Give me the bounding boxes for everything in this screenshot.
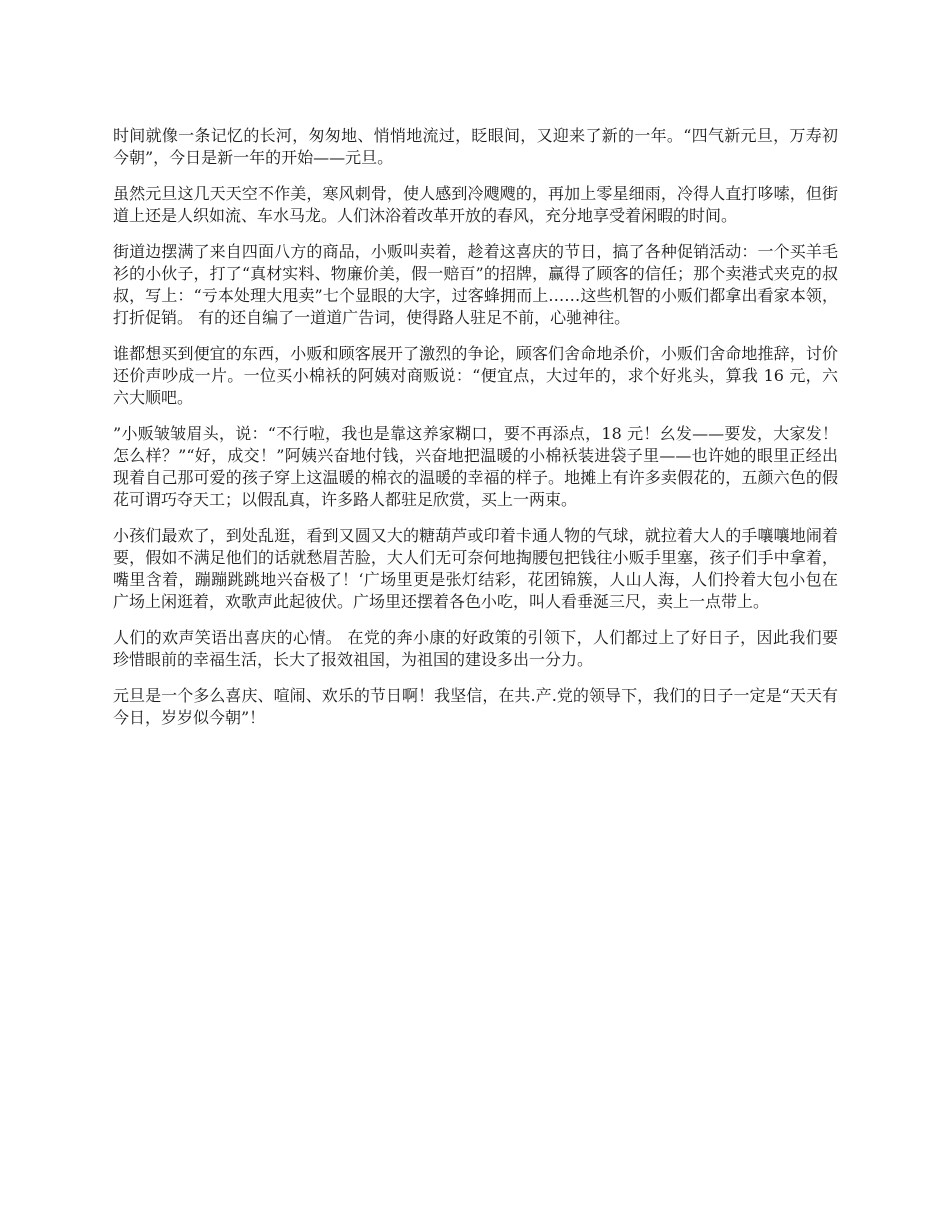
paragraph-6: 小孩们最欢了，到处乱逛，看到又圆又大的糖葫芦或印着卡通人物的气球，就拉着大人的手嚷嚷地闹着要，假如不满足他们的话就愁眉苦脸，大人们无可奈何地掏腰包把钱往小贩手里塞，孩子们手中拿着，嘴里含着，蹦蹦跳跳地兴奋极了！‘广场里更是张灯结彩，花团锦簇，人山人海，人们拎着大包小包在广场上闲逛着，欢歌声此起彼伏。广场里还摆着各色小吃，叫人看垂涎三尺，卖上一点带上。: [113, 526, 838, 611]
paragraph-2: 虽然元旦这几天天空不作美，寒风刺骨，使人感到冷飕飕的，再加上零星细雨，冷得人直打哆嗦，但街道上还是人织如流、车水马龙。人们沐浴着改革开放的春风，充分地享受着闲暇的时间。: [113, 184, 838, 225]
paragraph-1: 时间就像一条记忆的长河，匆匆地、悄悄地流过，眨眼间，又迎来了新的一年。“四气新元旦，万寿初今朝”，今日是新一年的开始——元旦。: [113, 126, 838, 167]
document-body: [113, 125, 838, 743]
paragraph-4: 谁都想买到便宜的东西，小贩和顾客展开了激烈的争论，顾客们舍命地杀价，小贩们舍命地推辞，讨价还价声吵成一片。一位买小棉袄的阿姨对商贩说：“便宜点，大过年的，求个好兆头，算我 16 元，六六大顺吧。: [113, 344, 838, 407]
paragraph-3: 街道边摆满了来自四面八方的商品，小贩叫卖着，趁着这喜庆的节日，搞了各种促销活动：一个买羊毛衫的小伙子，打了“真材实料、物廉价美，假一赔百”的招牌，赢得了顾客的信任；那个卖港式夹克的叔叔，写上：“亏本处理大甩卖”七个显眼的大字，过客蜂拥而上……这些机智的小贩们都拿出看家本领，打折促销。 有的还自编了一道道广告词，使得路人驻足不前，心驰神往。: [113, 242, 838, 327]
paragraph-7: 人们的欢声笑语出喜庆的心情。 在党的奔小康的好政策的引领下，人们都过上了好日子，因此我们要珍惜眼前的幸福生活，长大了报效祖国，为祖国的建设多出一分力。: [113, 628, 838, 669]
paragraph-8: 元旦是一个多么喜庆、喧闹、欢乐的节日啊！我坚信，在共.产.党的领导下，我们的日子一定是“天天有今日，岁岁似今朝”！: [113, 686, 838, 727]
paragraph-5: ”小贩皱皱眉头，说：“不行啦，我也是靠这养家糊口，要不再添点，18 元！幺发——要发，大家发！怎么样？”“好，成交！”阿姨兴奋地付钱，兴奋地把温暖的小棉袄装进袋子里——也许她的眼里正经出现着自己那可爱的孩子穿上这温暖的棉衣的温暖的幸福的样子。地摊上有许多卖假花的，五颜六色的假花可谓巧夺天工；以假乱真，许多路人都驻足欣赏，买上一两束。: [113, 424, 838, 509]
